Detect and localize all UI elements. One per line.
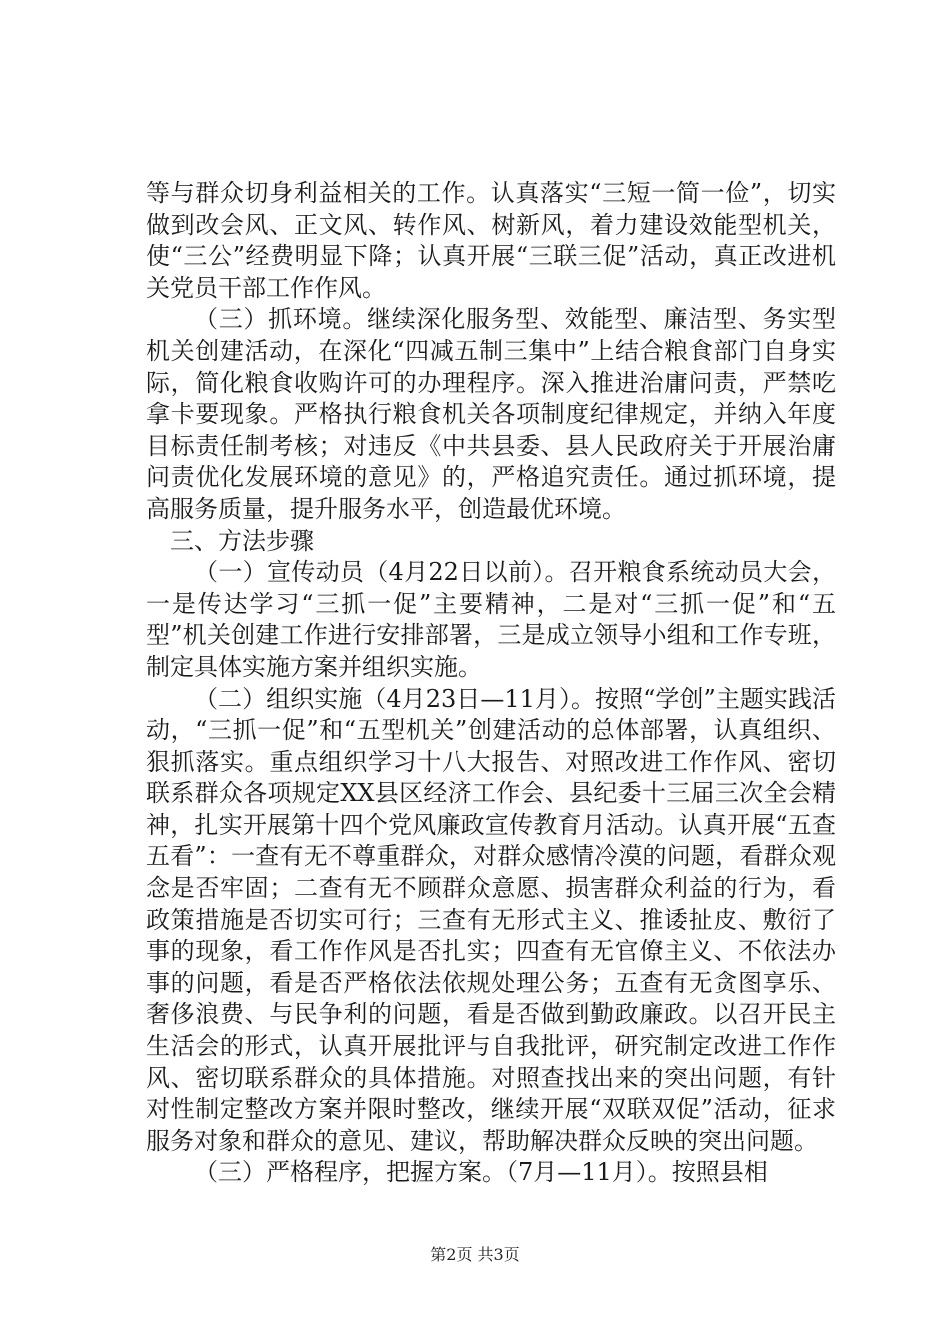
section-heading-methods: 三、方法步骤 [170,526,314,555]
paragraph-grab-environment: （三）抓环境。继续深化服务型、效能型、廉洁型、务实型机关创建活动，在深化“四减五制三集中”上结合粮食部门自身实际，简化粮食收购许可的办理程序。深入推进治庸问责，严禁吃拿卡要现象。严格执行粮食机关各项制度纪律规定，并纳入年度目标责任制考核；对违反《中共县委、县人民政府关于开展治庸问责优化发展环境的意见》的，严格追究责任。通过抓环境，提高服务质量，提升服务水平，创造最优环境。 [146,305,836,523]
paragraph-implementation: （二）组织实施（4月23日—11月）。按照“学创”主题实践活动，“三抓一促”和“五型机关”创建活动的总体部署，认真组织、狠抓落实。重点组织学习十八大报告、对照改进工作作风、密切联系群众各项规定XX县区经济工作会、县纪委十三届三次全会精神，扎实开展第十四个党风廉政宣传教育月活动。认真开展“五查五看”：一查有无不尊重群众，对群众感情冷漠的问题，看群众观念是否牢固；二查有无不顾群众意愿、损害群众利益的行为，看政策措施是否切实可行；三查有无形式主义、推诿扯皮、敷衍了事的现象，看工作作风是否扎实；四查有无官僚主义、不依法办事的问题，看是否严格依法依规处理公务；五查有无贪图享乐、奢侈浪费、与民争利的问题，看是否做到勤政廉政。以召开民主生活会的形式，认真开展批评与自我批评，研究制定改进工作作风、密切联系群众的具体措施。对照查找出来的突出问题，有针对性制定整改方案并限时整改，继续开展“双联双促”活动，征求服务对象和群众的意见、建议，帮助解决群众反映的突出问题。 [146,684,836,1155]
paragraph-strict-procedure: （三）严格程序，把握方案。（7月—11月）。按照县相 [194,1158,768,1187]
page-footer: 第2页 共3页 [430,1245,520,1264]
paragraph-mobilization: （一）宣传动员（4月22日以前）。召开粮食系统动员大会，一是传达学习“三抓一促”主要精神，二是对“三抓一促”和“五型”机关创建工作进行安排部署，三是成立领导小组和工作专班，制定具体实施方案并组织实施。 [146,558,836,681]
document-body [146,178,836,1189]
paragraph-continuation: 等与群众切身利益相关的工作。认真落实“三短一简一俭”，切实做到改会风、正文风、转作风、树新风，着力建设效能型机关，使“三公”经费明显下降；认真开展“三联三促”活动，真正改进机关党员干部工作作风。 [146,179,836,302]
